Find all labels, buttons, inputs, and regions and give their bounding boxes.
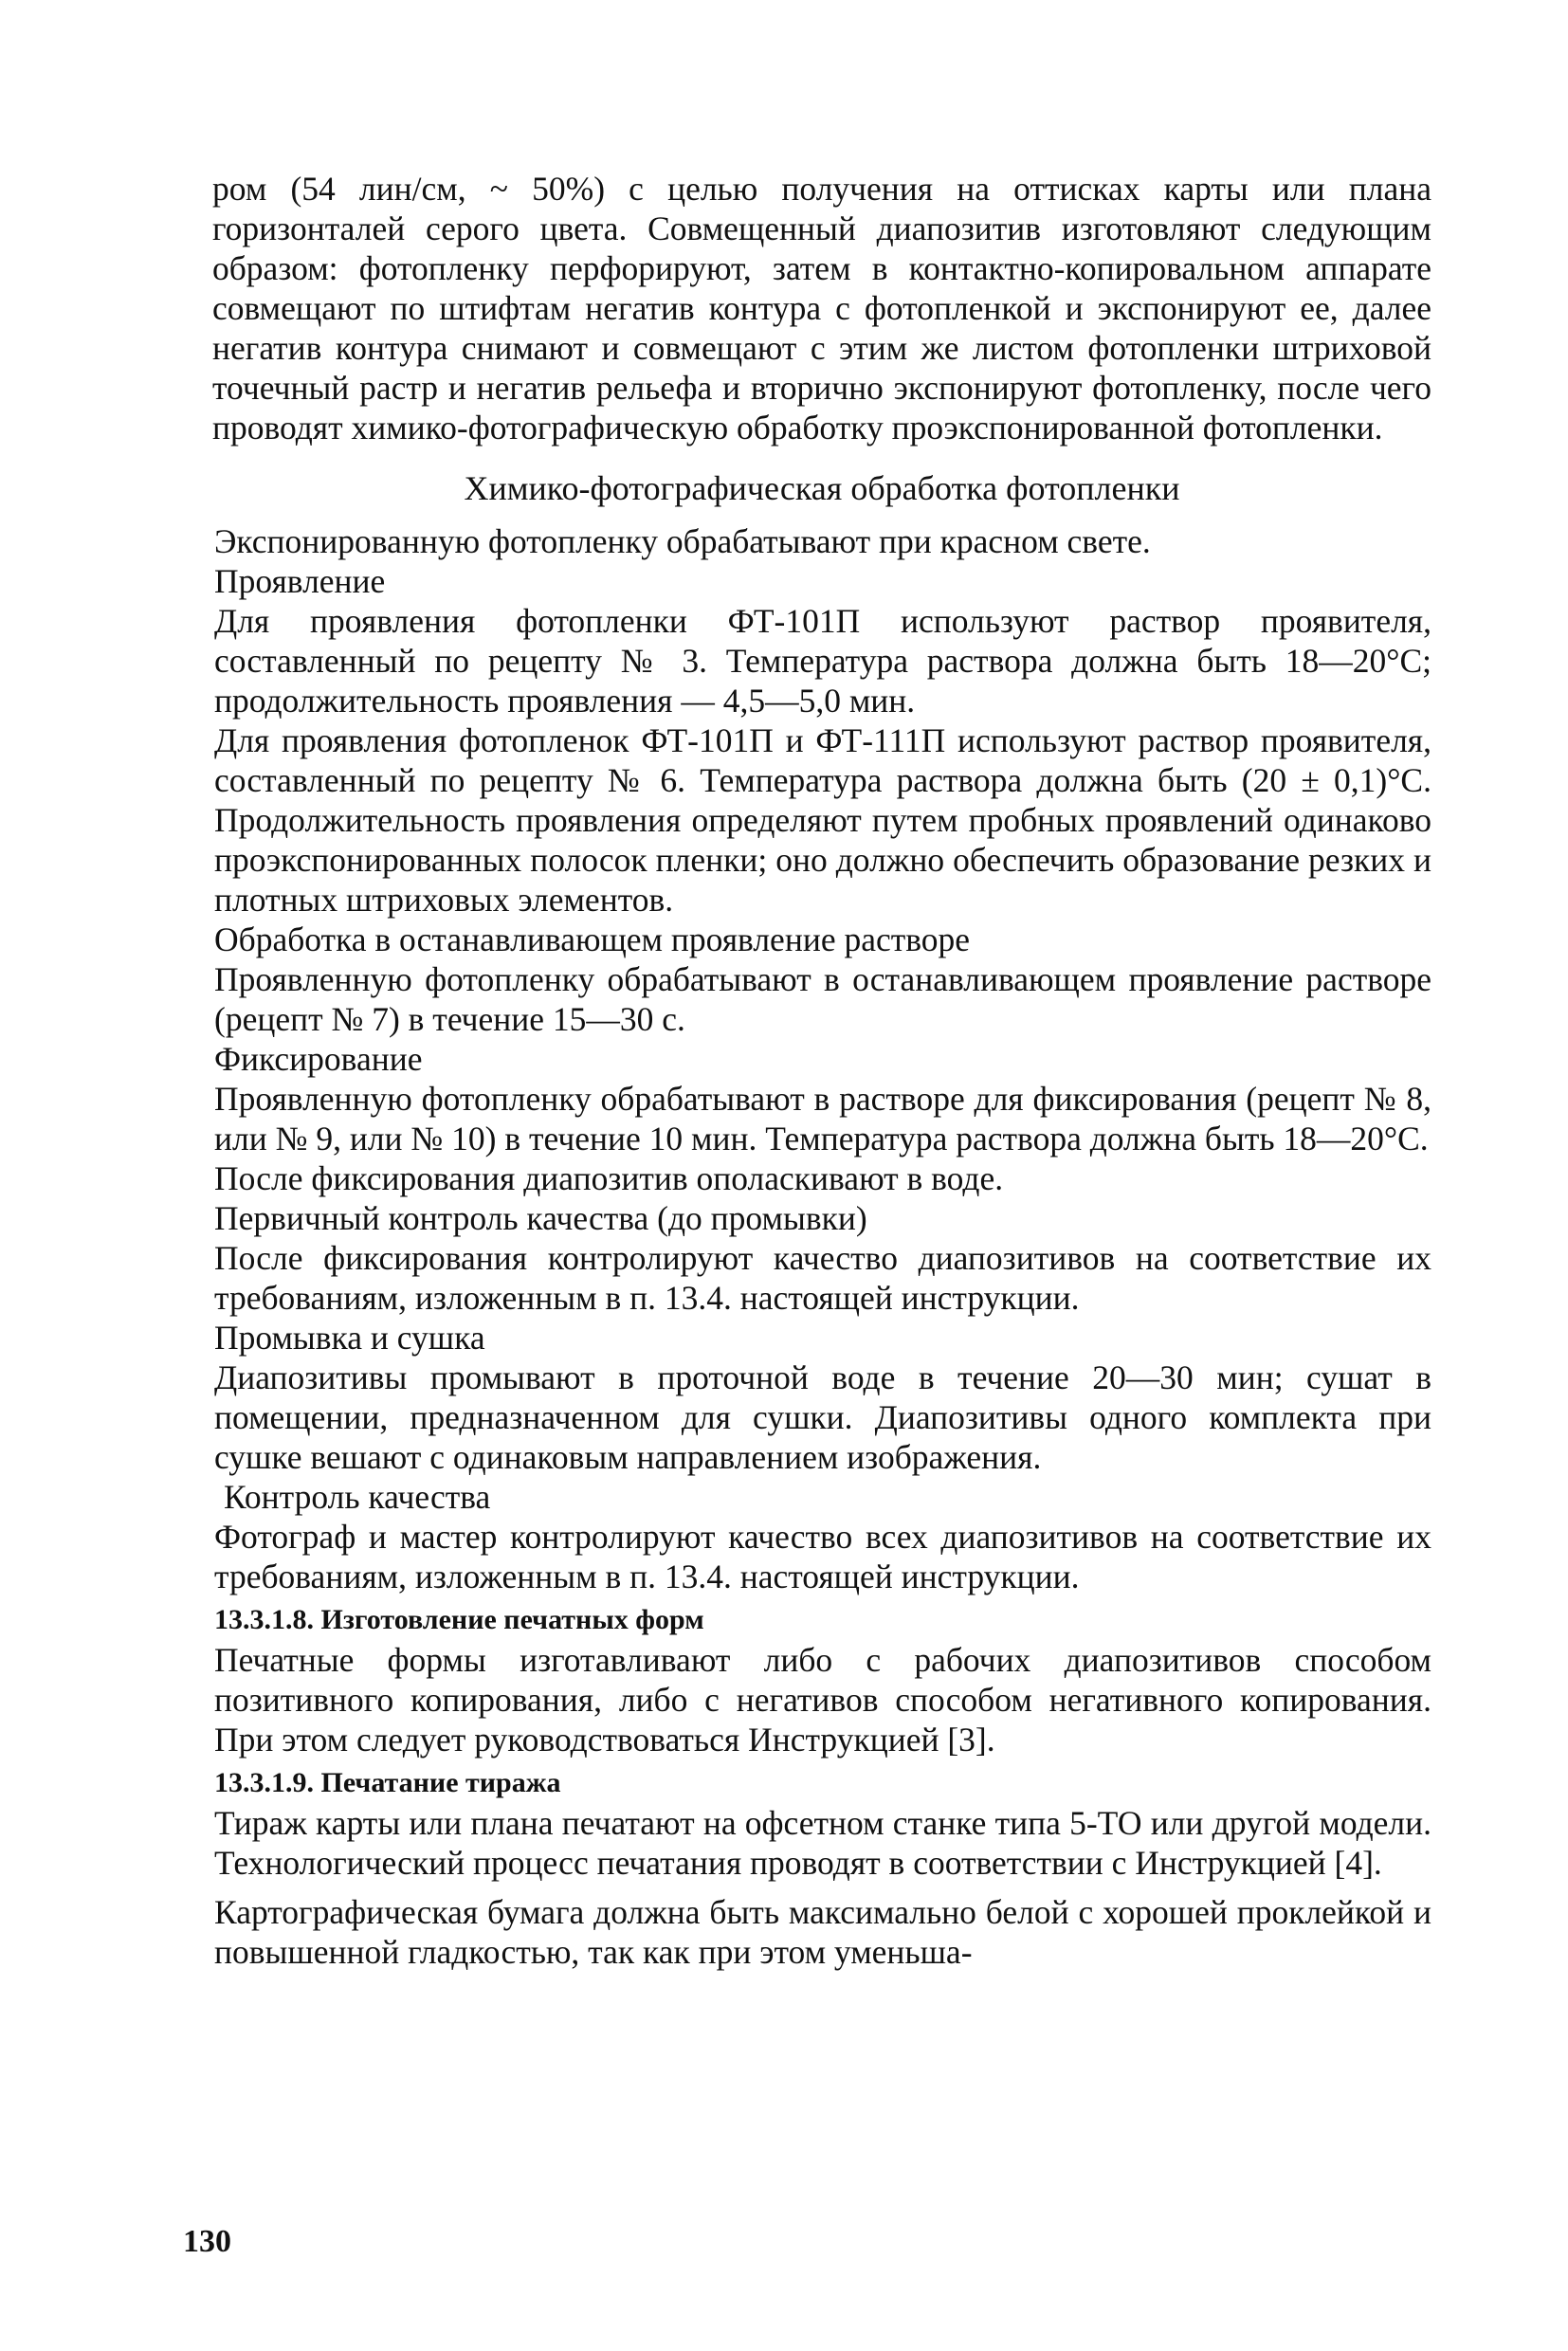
paragraph-intro: ром (54 лин/см, ~ 50%) с целью получения на оттисках карты или плана горизонталей серого цвета. Совмещенный диапозитив изготовляют следующим образом: фотопленку перфорируют, затем в контактно-копировальном аппарате совмещают по штифтам негатив контура с фотопленкой и экспонируют ее, далее негатив контура снимают и совмещают с этим же листом фотопленки штриховой точечный растр и негатив рельефа и вторично экспонируют фотопленку, после чего проводят химико-фотографическую обработку проэкспонированной фотопленки. [212, 170, 1431, 447]
paragraph-wash-dry: Диапозитивы промывают в проточной воде в течение 20—30 мин; сушат в помещении, предназначенном для сушки. Диапозитивы одного комплекта при сушке вешают с одинаковым направлением изображения. [214, 1358, 1431, 1476]
section-heading-13318: 13.3.1.8. Изготовление печатных форм [214, 1604, 704, 1635]
subheading-wash-dry: Промывка и сушка [214, 1319, 485, 1357]
paragraph-rinse: После фиксирования диапозитив ополаскивают в воде. [214, 1159, 1004, 1197]
text-column [212, 169, 1431, 1972]
paragraph-13318: Печатные формы изготавливают либо с рабочих диапозитивов способом позитивного копирования, либо с негативов способом негативного копирования. При этом следует руководствоваться Инструкцией [3]. [214, 1641, 1431, 1759]
paragraph-primary-control: После фиксирования контролируют качество диапозитивов на соответствие их требованиям, изложенным в п. 13.4. настоящей инструкции. [214, 1239, 1431, 1317]
paragraph-development-2: Для проявления фотопленок ФТ-101П и ФТ-111П используют раствор проявителя, составленный по рецепту № 6. Температура раствора должна быть (20 ± 0,1)°С. Продолжительность проявления определяют путем пробных проявлений одинаково проэкспонированных полосок пленки; оно должно обеспечить образование резких и плотных штриховых элементов. [214, 721, 1431, 919]
section-heading-chemical-processing: Химико-фотографическая обработка фотопленки [464, 469, 1180, 507]
paragraph-13319: Тираж карты или плана печатают на офсетном станке типа 5-ТО или другой модели. Технологический процесс печатания проводят в соответствии с Инструкцией [4]. [214, 1804, 1431, 1882]
paragraph-cartographic-paper: Картографическая бумага должна быть максимально белой с хорошей проклейкой и повышенной гладкостью, так как при этом уменьша- [214, 1893, 1431, 1971]
subheading-fixing: Фиксирование [214, 1040, 423, 1078]
subheading-primary-control: Первичный контроль качества (до промывки) [214, 1199, 867, 1237]
subheading-development: Проявление [214, 562, 386, 600]
subheading-quality-control: Контроль качества [224, 1478, 491, 1516]
paragraph-exposed-film: Экспонированную фотопленку обрабатывают при красном свете. [214, 522, 1151, 560]
paragraph-development-1: Для проявления фотопленки ФТ-101П используют раствор проявителя, составленный по рецепту № 3. Температура раствора должна быть 18—20°С; продолжительность проявления — 4,5—5,0 мин. [214, 602, 1431, 720]
paragraph-quality-control: Фотограф и мастер контролируют качество всех диапозитивов на соответствие их требованиям, изложенным в п. 13.4. настоящей инструкции. [214, 1518, 1431, 1595]
section-heading-13319: 13.3.1.9. Печатание тиража [214, 1767, 561, 1798]
paragraph-fixing: Проявленную фотопленку обрабатывают в растворе для фиксирования (рецепт № 8, или № 9, или № 10) в течение 10 мин. Температура раствора должна быть 18—20°С. [214, 1080, 1431, 1157]
page-number: 130 [183, 2224, 231, 2259]
subheading-stop-bath: Обработка в останавливающем проявление растворе [214, 920, 970, 958]
paragraph-stop-bath: Проявленную фотопленку обрабатывают в останавливающем проявление растворе (рецепт № 7) в течение 15—30 с. [214, 960, 1431, 1038]
